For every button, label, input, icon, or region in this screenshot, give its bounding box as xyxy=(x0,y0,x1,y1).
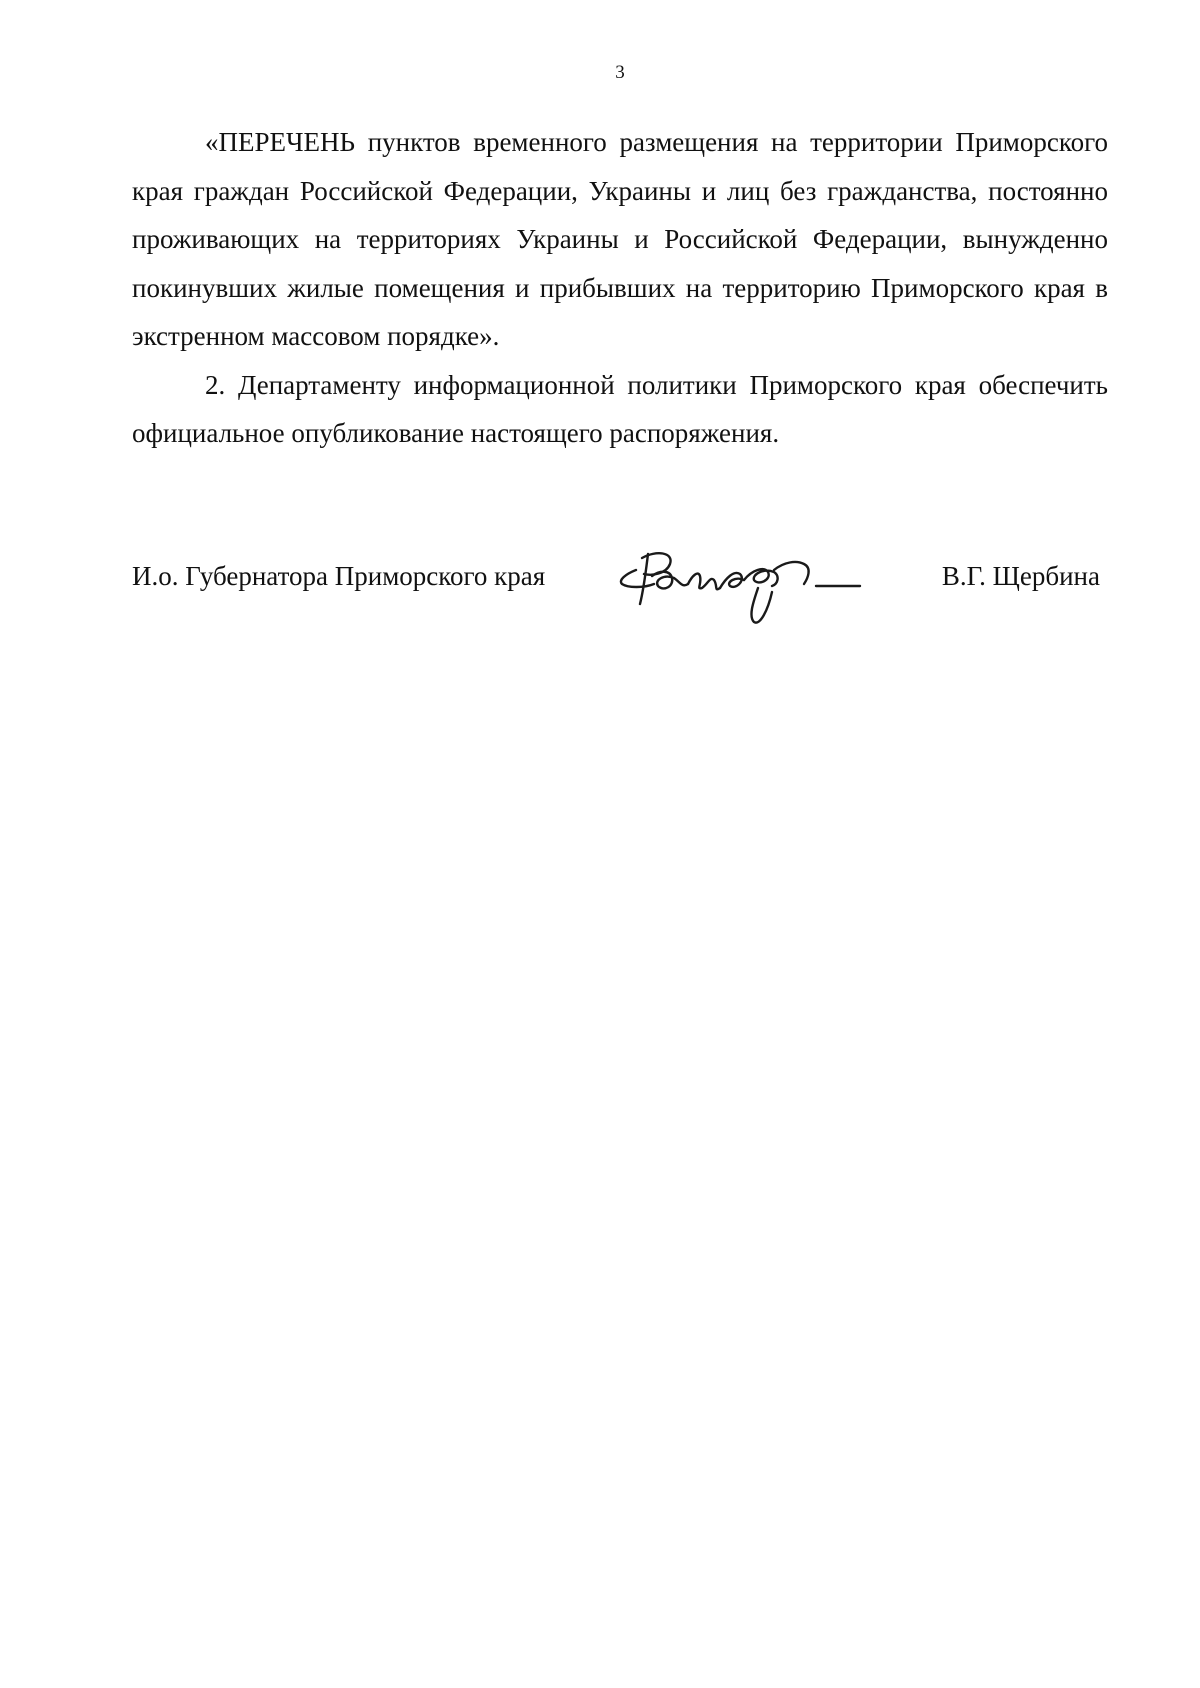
handwritten-signature xyxy=(608,540,888,650)
paragraph-list-title: «ПЕРЕЧЕНЬ пунктов временного размещения на территории Приморского края граждан Российской Федерации, Украины и лиц без гражданства, постоянно проживающих на территориях Украины и Российской Федерации, вынужденно покинувших жилые помещения и прибывших на территорию Приморского края в экстренном массовом порядке». xyxy=(132,127,1108,351)
document-body xyxy=(132,118,1108,458)
signatory-name: В.Г. Щербина xyxy=(941,561,1100,591)
signature-block xyxy=(132,540,1100,660)
page-number: 3 xyxy=(615,62,625,83)
signatory-position: И.о. Губернатора Приморского края xyxy=(132,561,546,591)
paragraph-item-2: 2. Департаменту информационной политики Приморского края обеспечить официальное опубликование настоящего распоряжения. xyxy=(132,369,1108,448)
